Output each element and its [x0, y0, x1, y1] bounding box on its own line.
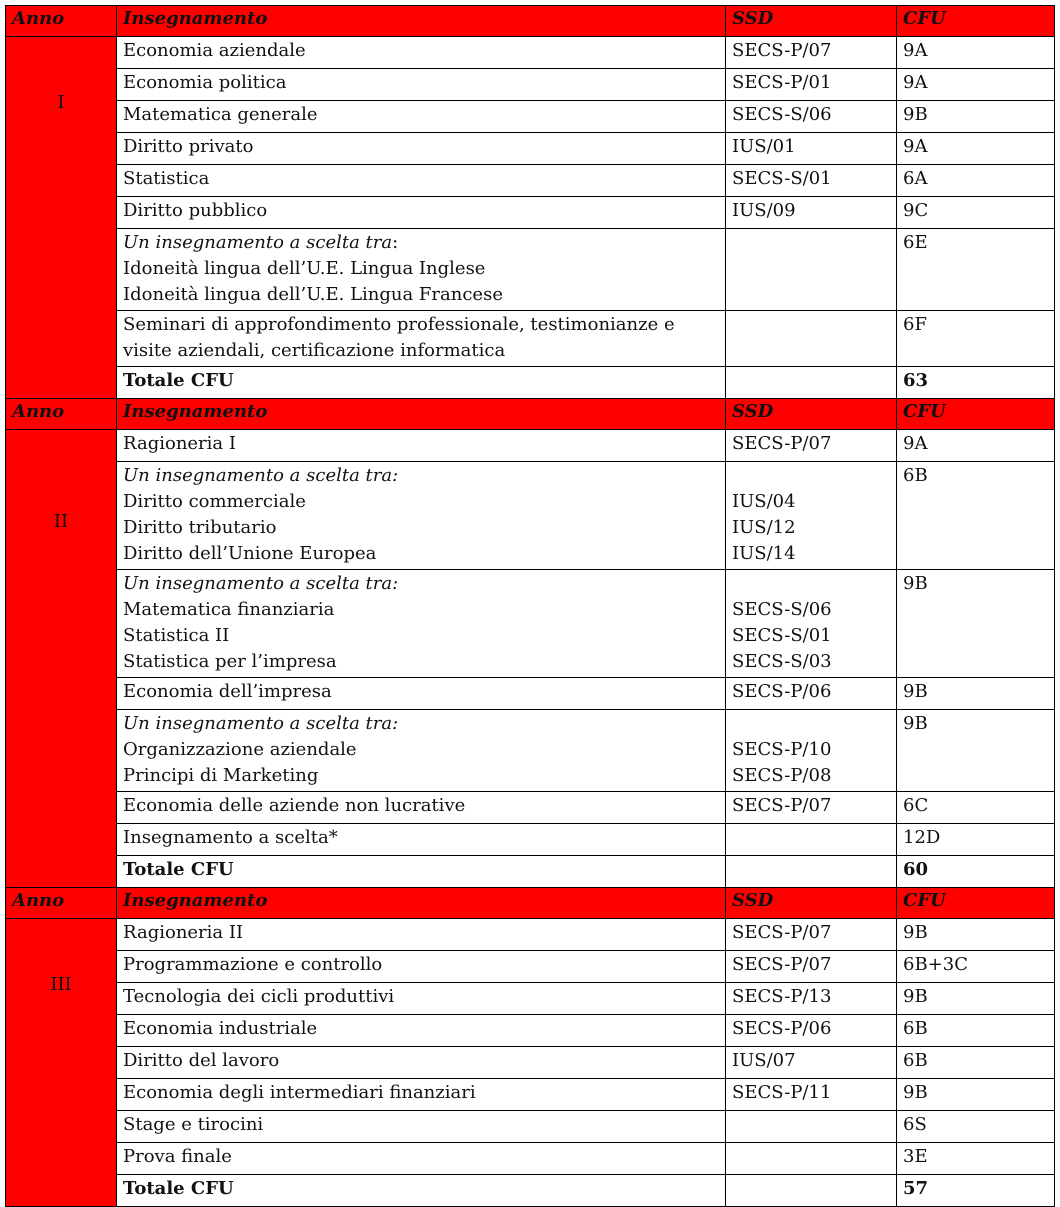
- year-label-cell: [6, 430, 117, 888]
- course-row: [6, 678, 1055, 710]
- course-name-cell: [117, 430, 726, 462]
- course-row: [6, 133, 1055, 165]
- course-cfu: 9A: [903, 40, 928, 61]
- course-ssd: SECS-P/06: [732, 1018, 832, 1039]
- course-cfu: 9B: [903, 986, 928, 1007]
- total-value: 63: [897, 367, 1055, 399]
- course-name: Economia dell’impresa: [123, 681, 332, 702]
- course-cfu: 6F: [903, 314, 927, 335]
- choice-option-ssd: [732, 256, 890, 282]
- year-label: II: [53, 511, 69, 532]
- total-row: [6, 367, 1055, 399]
- course-row: [6, 311, 1055, 367]
- course-ssd: IUS/09: [732, 200, 796, 221]
- course-row: [6, 951, 1055, 983]
- course-ssd-cell: [726, 197, 897, 229]
- course-name: Economia industriale: [123, 1018, 318, 1039]
- header-insegnamento: Insegnamento: [117, 6, 726, 37]
- header-insegnamento: Insegnamento: [117, 399, 726, 430]
- year-label: III: [50, 974, 72, 995]
- total-label: Totale CFU: [117, 856, 726, 888]
- choice-option: Diritto commerciale: [123, 491, 306, 512]
- course-ssd: SECS-S/06: [732, 104, 832, 125]
- course-name: Programmazione e controllo: [123, 954, 383, 975]
- course-ssd-cell: [726, 710, 897, 792]
- choice-option: Diritto tributario: [123, 517, 277, 538]
- course-ssd-cell: [726, 69, 897, 101]
- course-ssd-cell: [726, 462, 897, 570]
- course-cfu-cell: [897, 133, 1055, 165]
- course-row: [6, 1143, 1055, 1175]
- course-row: [6, 430, 1055, 462]
- course-name-cell: [117, 1047, 726, 1079]
- course-cfu: 9B: [903, 681, 928, 702]
- course-ssd-cell: [726, 229, 897, 311]
- course-name: Matematica generale: [123, 104, 318, 125]
- course-ssd-cell: [726, 1143, 897, 1175]
- choice-option-ssd: [732, 282, 890, 308]
- course-name: Diritto pubblico: [123, 200, 268, 221]
- course-ssd: SECS-P/13: [732, 986, 832, 1007]
- course-cfu-cell: [897, 919, 1055, 951]
- ssd-spacer: [732, 463, 890, 489]
- course-cfu: 6B+3C: [903, 954, 968, 975]
- course-name-cell: [117, 101, 726, 133]
- course-cfu: 9B: [903, 573, 928, 594]
- course-cfu: 6A: [903, 168, 928, 189]
- course-ssd-cell: [726, 678, 897, 710]
- course-cfu-cell: [897, 430, 1055, 462]
- course-cfu: 9A: [903, 136, 928, 157]
- choice-option: Principi di Marketing: [123, 765, 319, 786]
- course-row: [6, 1047, 1055, 1079]
- year-header-row: [6, 399, 1055, 430]
- year-header-row: [6, 6, 1055, 37]
- course-ssd: IUS/01: [732, 136, 796, 157]
- course-ssd: SECS-P/01: [732, 72, 832, 93]
- course-name-cell: [117, 1111, 726, 1143]
- course-row: [6, 1079, 1055, 1111]
- choice-option-ssd: SECS-P/10: [732, 739, 832, 760]
- choice-option: Idoneità lingua dell’U.E. Lingua Inglese: [123, 258, 486, 279]
- course-row: [6, 37, 1055, 69]
- course-ssd-cell: [726, 165, 897, 197]
- course-name-cell: [117, 229, 726, 311]
- course-cfu-cell: [897, 710, 1055, 792]
- course-cfu-cell: [897, 229, 1055, 311]
- choice-intro-text: Un insegnamento a scelta tra:: [123, 465, 399, 486]
- course-cfu-cell: [897, 570, 1055, 678]
- choice-intro-text: Un insegnamento a scelta tra:: [123, 573, 399, 594]
- course-row: [6, 1015, 1055, 1047]
- ssd-spacer: [732, 571, 890, 597]
- choice-intro: [123, 571, 719, 597]
- course-row: [6, 229, 1055, 311]
- total-ssd-empty: [726, 856, 897, 888]
- course-ssd-cell: [726, 983, 897, 1015]
- course-ssd-cell: [726, 919, 897, 951]
- choice-intro: [123, 230, 719, 256]
- course-ssd-cell: [726, 1047, 897, 1079]
- course-cfu-cell: [897, 792, 1055, 824]
- course-name-cell: [117, 37, 726, 69]
- choice-intro: [123, 711, 719, 737]
- course-name: Economia delle aziende non lucrative: [123, 795, 466, 816]
- course-cfu-cell: [897, 951, 1055, 983]
- course-cfu: 12D: [903, 827, 941, 848]
- course-ssd-cell: [726, 101, 897, 133]
- course-name: Statistica: [123, 168, 210, 189]
- header-cfu: CFU: [897, 399, 1055, 430]
- course-cfu: 6S: [903, 1114, 927, 1135]
- course-cfu-cell: [897, 1015, 1055, 1047]
- total-ssd-empty: [726, 367, 897, 399]
- choice-option-ssd: SECS-S/01: [732, 625, 832, 646]
- course-name-cell: [117, 792, 726, 824]
- header-anno: Anno: [6, 888, 117, 919]
- course-name: Prova finale: [123, 1146, 232, 1167]
- course-ssd-cell: [726, 824, 897, 856]
- course-row: [6, 69, 1055, 101]
- course-cfu-cell: [897, 37, 1055, 69]
- header-anno: Anno: [6, 6, 117, 37]
- course-ssd: SECS-S/01: [732, 168, 832, 189]
- course-ssd: SECS-P/07: [732, 922, 832, 943]
- choice-option: Idoneità lingua dell’U.E. Lingua Francese: [123, 284, 503, 305]
- course-name: Economia aziendale: [123, 40, 306, 61]
- course-cfu-cell: [897, 197, 1055, 229]
- course-cfu-cell: [897, 824, 1055, 856]
- course-name-cell: [117, 1143, 726, 1175]
- year-label-cell: [6, 37, 117, 399]
- total-value: 57: [897, 1175, 1055, 1207]
- course-ssd: IUS/07: [732, 1050, 796, 1071]
- course-ssd: SECS-P/11: [732, 1082, 832, 1103]
- course-cfu: 3E: [903, 1146, 928, 1167]
- year-label: I: [57, 92, 65, 113]
- course-ssd-cell: [726, 37, 897, 69]
- course-name: Economia degli intermediari finanziari: [123, 1082, 476, 1103]
- course-row: [6, 101, 1055, 133]
- header-ssd: SSD: [726, 888, 897, 919]
- course-ssd-cell: [726, 430, 897, 462]
- course-name: Diritto privato: [123, 136, 254, 157]
- course-row: [6, 824, 1055, 856]
- course-row: [6, 983, 1055, 1015]
- year-header-row: [6, 888, 1055, 919]
- course-name-cell: [117, 710, 726, 792]
- course-cfu-cell: [897, 311, 1055, 367]
- choice-option-ssd: SECS-P/08: [732, 765, 832, 786]
- header-ssd: SSD: [726, 399, 897, 430]
- course-cfu: 9A: [903, 433, 928, 454]
- curriculum-body: [6, 6, 1055, 1207]
- course-cfu: 6B: [903, 465, 928, 486]
- course-ssd-cell: [726, 570, 897, 678]
- total-value: 60: [897, 856, 1055, 888]
- course-name-cell: [117, 69, 726, 101]
- course-ssd-cell: [726, 1079, 897, 1111]
- course-ssd: SECS-P/07: [732, 433, 832, 454]
- course-ssd: SECS-P/07: [732, 954, 832, 975]
- choice-option: Diritto dell’Unione Europea: [123, 543, 377, 564]
- course-name: Diritto del lavoro: [123, 1050, 280, 1071]
- course-ssd-cell: [726, 133, 897, 165]
- course-name-cell: [117, 678, 726, 710]
- course-ssd-cell: [726, 792, 897, 824]
- course-cfu: 9C: [903, 200, 929, 221]
- choice-option: Statistica II: [123, 625, 230, 646]
- course-row: [6, 1111, 1055, 1143]
- course-cfu-cell: [897, 101, 1055, 133]
- course-name-cell: [117, 951, 726, 983]
- header-ssd: SSD: [726, 6, 897, 37]
- header-anno: Anno: [6, 399, 117, 430]
- course-cfu: 6C: [903, 795, 929, 816]
- course-cfu-cell: [897, 165, 1055, 197]
- course-cfu: 9A: [903, 72, 928, 93]
- course-cfu: 6B: [903, 1050, 928, 1071]
- course-name-cell: [117, 570, 726, 678]
- header-cfu: CFU: [897, 888, 1055, 919]
- course-name: Ragioneria II: [123, 922, 244, 943]
- choice-option: Matematica finanziaria: [123, 599, 335, 620]
- course-cfu: 9B: [903, 922, 928, 943]
- course-cfu-cell: [897, 69, 1055, 101]
- course-name-cell: [117, 165, 726, 197]
- course-name-cell: [117, 824, 726, 856]
- course-name-cell: [117, 133, 726, 165]
- course-cfu: 6E: [903, 232, 928, 253]
- course-ssd: SECS-P/06: [732, 681, 832, 702]
- course-name: Ragioneria I: [123, 433, 236, 454]
- course-ssd-cell: [726, 311, 897, 367]
- header-cfu: CFU: [897, 6, 1055, 37]
- course-name-cell: [117, 197, 726, 229]
- course-ssd-cell: [726, 951, 897, 983]
- course-ssd: SECS-P/07: [732, 40, 832, 61]
- course-row: [6, 462, 1055, 570]
- course-cfu: 6B: [903, 1018, 928, 1039]
- choice-intro-text: Un insegnamento a scelta tra:: [123, 713, 399, 734]
- total-label: Totale CFU: [117, 367, 726, 399]
- course-name: Seminari di approfondimento professionale, testimonianze e: [123, 314, 675, 335]
- choice-option-ssd: IUS/12: [732, 517, 796, 538]
- choice-intro-text: Un insegnamento a scelta tra: [123, 232, 393, 253]
- choice-intro-suffix: :: [392, 232, 399, 253]
- course-row: [6, 197, 1055, 229]
- course-name: Stage e tirocini: [123, 1114, 264, 1135]
- course-cfu: 9B: [903, 1082, 928, 1103]
- course-row: [6, 919, 1055, 951]
- course-name: Tecnologia dei cicli produttivi: [123, 986, 395, 1007]
- course-cfu-cell: [897, 462, 1055, 570]
- course-name-cell: [117, 919, 726, 951]
- course-ssd-cell: [726, 1111, 897, 1143]
- course-name-cell: [117, 1015, 726, 1047]
- course-name-cell: [117, 462, 726, 570]
- choice-option-ssd: IUS/04: [732, 491, 796, 512]
- course-row: [6, 710, 1055, 792]
- curriculum-table: [5, 5, 1055, 1207]
- choice-option: Statistica per l’impresa: [123, 651, 337, 672]
- course-cfu-cell: [897, 1079, 1055, 1111]
- course-row: [6, 570, 1055, 678]
- choice-option-ssd: SECS-S/06: [732, 599, 832, 620]
- course-cfu-cell: [897, 1047, 1055, 1079]
- ssd-spacer: [732, 230, 890, 256]
- course-name-cont: visite aziendali, certificazione informatica: [123, 340, 506, 361]
- ssd-spacer: [732, 711, 890, 737]
- course-cfu-cell: [897, 678, 1055, 710]
- course-row: [6, 165, 1055, 197]
- course-cfu-cell: [897, 1143, 1055, 1175]
- course-name: Insegnamento a scelta*: [123, 827, 338, 848]
- course-name-cell: [117, 983, 726, 1015]
- course-cfu-cell: [897, 1111, 1055, 1143]
- course-name-cell: [117, 1079, 726, 1111]
- course-ssd: SECS-P/07: [732, 795, 832, 816]
- choice-option-ssd: SECS-S/03: [732, 651, 832, 672]
- header-insegnamento: Insegnamento: [117, 888, 726, 919]
- total-label: Totale CFU: [117, 1175, 726, 1207]
- choice-option: Organizzazione aziendale: [123, 739, 357, 760]
- year-label-cell: [6, 919, 117, 1207]
- choice-intro: [123, 463, 719, 489]
- course-name: Economia politica: [123, 72, 287, 93]
- course-cfu-cell: [897, 983, 1055, 1015]
- course-ssd-cell: [726, 1015, 897, 1047]
- course-name-cell: [117, 311, 726, 367]
- total-row: [6, 856, 1055, 888]
- course-cfu: 9B: [903, 713, 928, 734]
- course-row: [6, 792, 1055, 824]
- course-cfu: 9B: [903, 104, 928, 125]
- choice-option-ssd: IUS/14: [732, 543, 796, 564]
